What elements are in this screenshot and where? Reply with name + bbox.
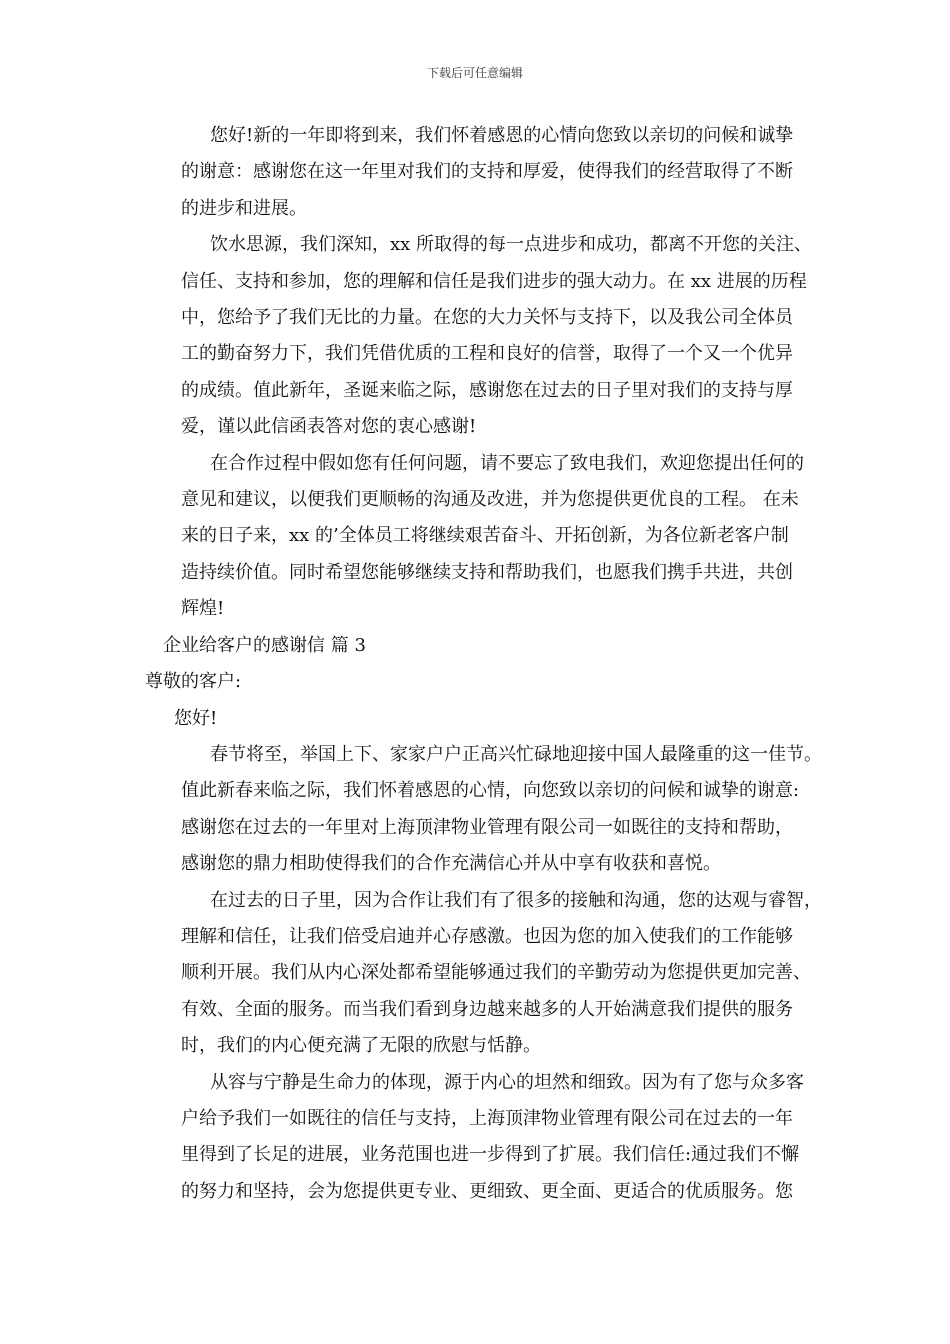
text-line: 信任、支持和参加，您的理解和信任是我们进步的强大动力。在 xx 进展的历程: [181, 270, 807, 292]
text-line: 的进步和进展。: [181, 197, 307, 219]
text-line: 时，我们的内心便充满了无限的欣慰与恬静。: [181, 1035, 541, 1057]
text-line: 您好!新的一年即将到来，我们怀着感恩的心情向您致以亲切的问候和诚挚: [210, 125, 794, 146]
text-line: 爱，谨以此信函表答对您的衷心感谢!: [181, 416, 477, 438]
page-header-note: 下载后可任意编辑: [426, 66, 523, 80]
text-line: 感谢您在过去的一年里对上海顶津物业管理有限公司一如既往的支持和帮助，: [181, 816, 793, 838]
paragraph-1: [145, 118, 810, 227]
text-line: 的成绩。值此新年，圣诞来临之际，感谢您在过去的日子里对我们的支持与厚: [181, 379, 793, 401]
text-line: 有效、全面的服务。而当我们看到身边越来越多的人开始满意我们提供的服务: [181, 998, 793, 1020]
document-body: [145, 118, 822, 1210]
text-line: 顺利开展。我们从内心深处都希望能够通过我们的辛勤劳动为您提供更加完善、: [181, 962, 811, 984]
text-line: 在合作过程中假如您有任何问题，请不要忘了致电我们，欢迎您提出任何的: [210, 452, 804, 474]
text-line: 意见和建议，以便我们更顺畅的沟通及改进，并为您提供更优良的工程。 在未: [181, 489, 799, 511]
section-title: 企业给客户的感谢信 篇 3: [163, 634, 366, 656]
text-line: 春节将至，举国上下、家家户户正高兴忙碌地迎接中国人最隆重的这一佳节。: [210, 743, 822, 765]
text-line: 户给予我们一如既往的信任与支持，上海顶津物业管理有限公司在过去的一年: [181, 1107, 793, 1129]
text-line: 值此新春来临之际，我们怀着感恩的心情，向您致以亲切的问候和诚挚的谢意:: [181, 780, 800, 802]
text-line: 造持续价值。同时希望您能够继续支持和帮助我们，也愿我们携手共进，共创: [181, 561, 793, 583]
greeting: 您好!: [174, 707, 218, 729]
paragraph-5: [145, 883, 822, 1065]
paragraph-3: [145, 446, 810, 628]
text-line: 的努力和坚持，会为您提供更专业、更细致、更全面、更适合的优质服务。您: [181, 1180, 793, 1202]
text-line: 里得到了长足的进展，业务范围也进一步得到了扩展。我们信任:通过我们不懈: [181, 1144, 800, 1166]
text-line: 在过去的日子里，因为合作让我们有了很多的接触和沟通，您的达观与睿智，: [210, 889, 822, 911]
text-line: 感谢您的鼎力相助使得我们的合作充满信心并从中享有收获和喜悦。: [181, 853, 721, 875]
text-line: 理解和信任，让我们倍受启迪并心存感激。也因为您的加入使我们的工作能够: [181, 925, 793, 947]
text-line: 工的勤奋努力下，我们凭借优质的工程和良好的信誉，取得了一个又一个优异: [181, 343, 793, 365]
text-line: 饮水思源，我们深知，xx 所取得的每一点进步和成功，都离不开您的关注、: [210, 234, 813, 256]
text-line: 来的日子来，xx 的’全体员工将继续艰苦奋斗、开拓创新，为各位新老客户制: [181, 525, 789, 547]
paragraph-4: [145, 737, 822, 883]
paragraph-6: [145, 1065, 810, 1211]
text-line: 的谢意：感谢您在这一年里对我们的支持和厚爱，使得我们的经营取得了不断: [181, 161, 793, 183]
salutation: 尊敬的客户:: [145, 671, 242, 693]
text-line: 中，您给予了我们无比的力量。在您的大力关怀与支持下，以及我公司全体员: [181, 307, 793, 329]
text-line: 从容与宁静是生命力的体现，源于内心的坦然和细致。因为有了您与众多客: [210, 1071, 804, 1093]
paragraph-2: [145, 227, 813, 445]
text-line: 辉煌!: [181, 598, 225, 620]
